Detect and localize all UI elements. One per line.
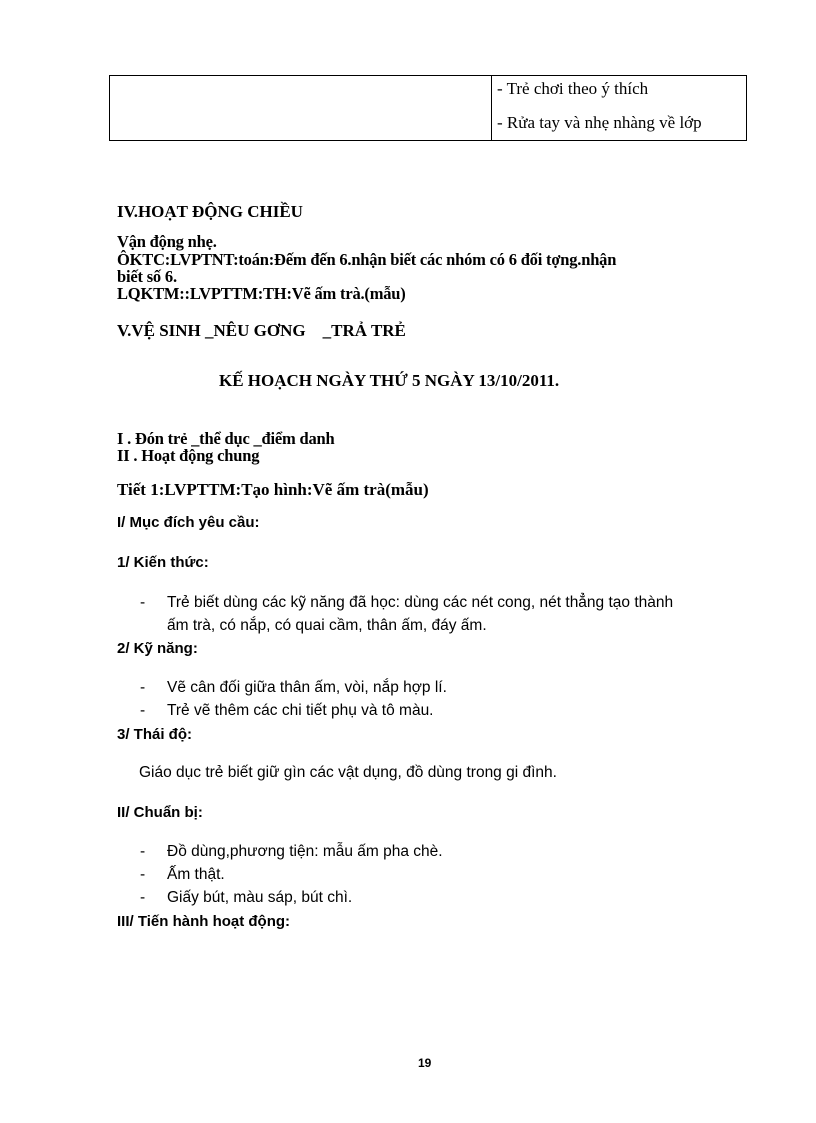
section-common-activity: II . Hoạt động chung <box>117 446 260 465</box>
attitude-text: Giáo dục trẻ biết giữ gìn các vật dụng, đồ dùng trong gi đình. <box>139 764 557 781</box>
bullet-dash: - <box>140 702 146 719</box>
afternoon-heading: IV.HOẠT ĐỘNG CHIỀU <box>117 202 303 221</box>
knowledge-item: ấm trà, có nắp, có quai cầm, thân ấm, đáy ấm. <box>167 617 487 634</box>
afternoon-line: LQKTM::LVPTTM:TH:Vẽ ấm trà.(mẫu) <box>117 284 406 303</box>
attitude-heading: 3/ Thái độ: <box>117 726 192 743</box>
table-cell-right <box>492 76 747 141</box>
bullet-dash: - <box>140 594 146 611</box>
afternoon-line: ÔKTC:LVPTNT:toán:Đếm đến 6.nhận biết các nhóm có 6 đối tợng.nhận <box>117 250 617 269</box>
bullet-dash: - <box>140 889 146 906</box>
page-number: 19 <box>418 1056 432 1070</box>
table-cell-left <box>110 76 492 141</box>
proceed-heading: III/ Tiến hành hoạt động: <box>117 913 291 930</box>
table-line: - Trẻ chơi theo ý thích <box>497 79 649 98</box>
afternoon-line: Vận động nhẹ. <box>117 232 217 251</box>
plan-title: KẾ HOẠCH NGÀY THỨ 5 NGÀY 13/10/2011. <box>219 371 560 390</box>
prepare-item: Ấm thật. <box>167 866 225 883</box>
afternoon-line: biết số 6. <box>117 267 177 286</box>
skills-heading: 2/ Kỹ năng: <box>117 640 198 657</box>
knowledge-heading: 1/ Kiến thức: <box>117 554 209 571</box>
prepare-item: Đồ dùng,phương tiện: mẫu ấm pha chè. <box>167 843 443 860</box>
bullet-dash: - <box>140 843 146 860</box>
section-reception: I . Đón trẻ _thể dục _điểm danh <box>117 429 335 448</box>
bullet-dash: - <box>140 679 146 696</box>
activity-table <box>109 75 747 141</box>
bullet-dash: - <box>140 866 146 883</box>
purpose-heading: I/ Mục đích yêu cầu: <box>117 514 260 531</box>
table-line: - Rửa tay và nhẹ nhàng về lớp <box>497 113 702 132</box>
prepare-heading: II/ Chuẩn bị: <box>117 804 203 821</box>
hygiene-heading: V.VỆ SINH _NÊU GƠNG _TRẢ TRẺ <box>117 321 406 340</box>
knowledge-item: Trẻ biết dùng các kỹ năng đã học: dùng các nét cong, nét thẳng tạo thành <box>167 594 674 611</box>
skills-item: Trẻ vẽ thêm các chi tiết phụ và tô màu. <box>167 702 434 719</box>
skills-item: Vẽ cân đối giữa thân ấm, vòi, nắp hợp lí. <box>167 679 447 696</box>
lesson-title: Tiết 1:LVPTTM:Tạo hình:Vẽ ấm trà(mẫu) <box>117 480 429 499</box>
prepare-item: Giấy bút, màu sáp, bút chì. <box>167 889 353 906</box>
